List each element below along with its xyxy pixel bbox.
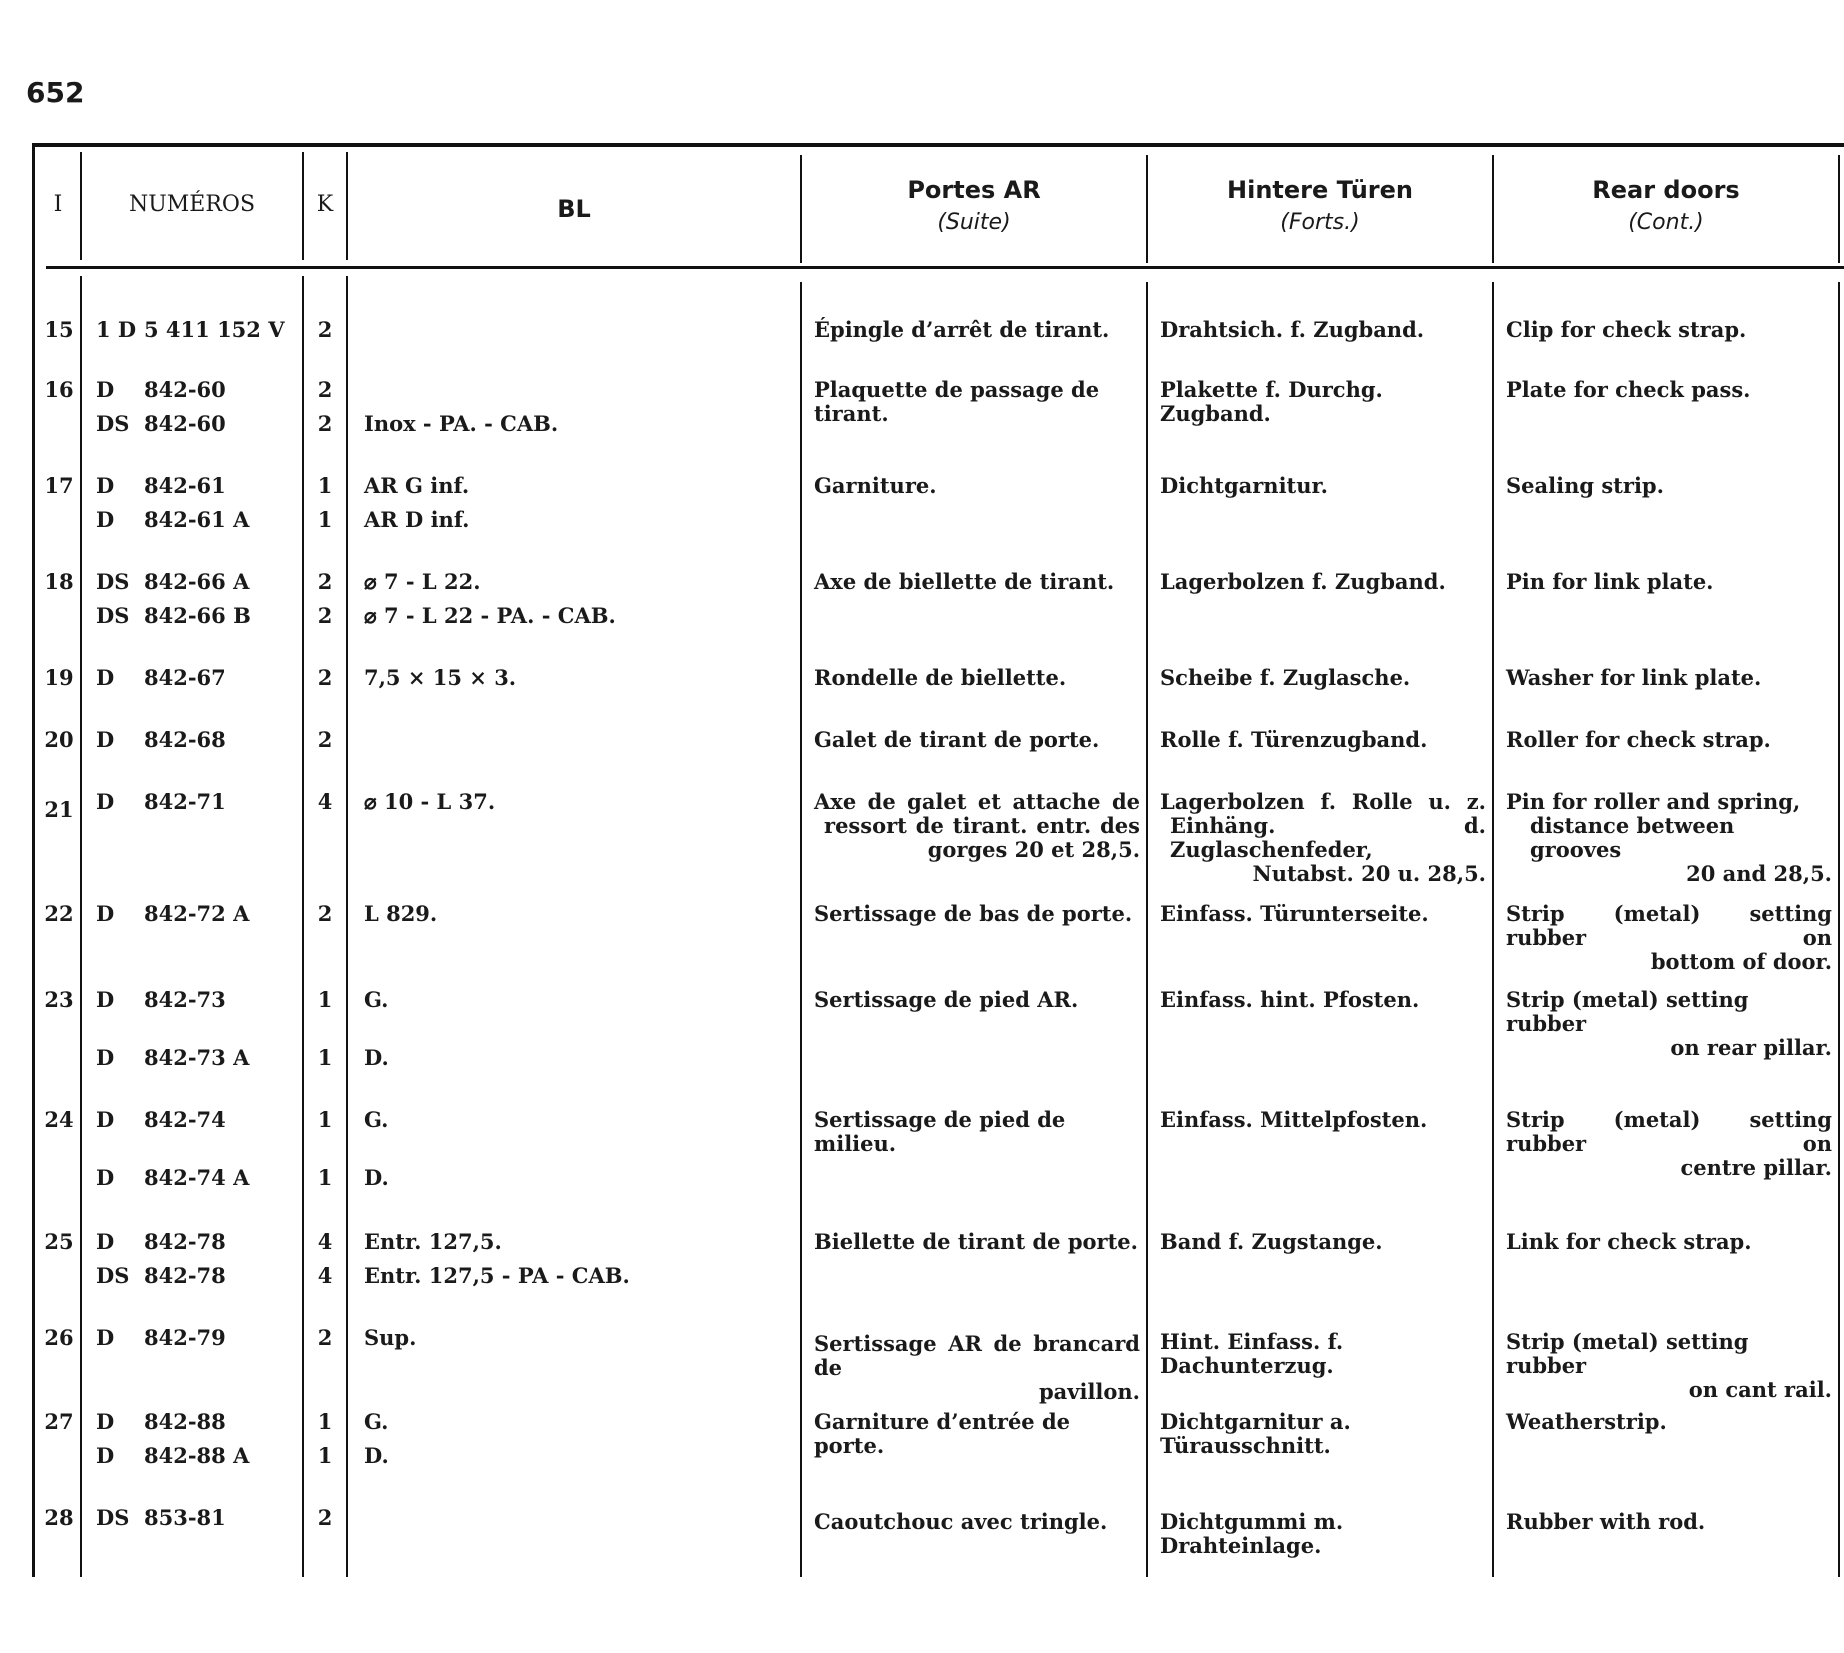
header-en-sub: (Cont.) bbox=[1628, 210, 1704, 235]
bl-notes: Sup. bbox=[364, 1325, 417, 1350]
description-de: Dichtgummi m. Drahteinlage. bbox=[1160, 1509, 1344, 1558]
description-de: Einfass. hint. Pfosten. bbox=[1160, 987, 1420, 1012]
description-de: Drahtsich. f. Zugband. bbox=[1160, 317, 1425, 342]
part-number: 5 411 152 V bbox=[144, 317, 285, 342]
quantity: 2 bbox=[317, 1505, 333, 1530]
bl-notes: Inox - PA. - CAB. bbox=[364, 411, 559, 436]
description-en: Weatherstrip. bbox=[1506, 1409, 1667, 1434]
header-en-title: Rear doors bbox=[1592, 176, 1740, 204]
item-number: 17 bbox=[44, 473, 74, 498]
item-number: 23 bbox=[44, 987, 74, 1012]
body-col-line-6 bbox=[1492, 282, 1494, 1577]
quantity: 2 2 bbox=[317, 377, 333, 436]
description-fr: Sertissage AR de brancard de pavillon. bbox=[814, 1331, 1140, 1404]
quantity: 2 bbox=[317, 901, 333, 926]
description-de: Plakette f. Durchg. Zugband. bbox=[1160, 377, 1383, 426]
description-en: Pin for link plate. bbox=[1506, 569, 1714, 594]
description-de: Einfass. Mittelpfosten. bbox=[1160, 1107, 1428, 1132]
description-fr: Biellette de tirant de porte. bbox=[814, 1229, 1138, 1254]
quantity: 4 bbox=[317, 789, 333, 814]
header-de-sub: (Forts.) bbox=[1280, 210, 1360, 235]
part-prefix: 1 D bbox=[96, 317, 137, 342]
description-de: Dichtgarnitur. bbox=[1160, 473, 1328, 498]
description-en: Strip (metal) setting rubber on rear pillar. bbox=[1506, 987, 1832, 1060]
item-number: 20 bbox=[44, 727, 74, 752]
description-en: Roller for check strap. bbox=[1506, 727, 1771, 752]
col-line-7 bbox=[1838, 155, 1840, 263]
bl-notes: G. D. bbox=[364, 1409, 389, 1468]
bl-notes: ⌀ 7 - L 22. ⌀ 7 - L 22 - PA. - CAB. bbox=[364, 569, 616, 628]
part-numbers: D 842-71 bbox=[96, 789, 226, 814]
part-numbers: D 842-79 bbox=[96, 1325, 226, 1350]
header-fr-title: Portes AR bbox=[907, 176, 1041, 204]
description-en: Plate for check pass. bbox=[1506, 377, 1751, 402]
description-fr: Sertissage de pied de milieu. bbox=[814, 1107, 1066, 1156]
part-numbers: D 842-73 D 842-73 A bbox=[96, 987, 250, 1070]
part-numbers: D 842-72 A bbox=[96, 901, 250, 926]
body-col-line-1 bbox=[80, 276, 82, 1577]
quantity: 1 1 bbox=[317, 473, 333, 532]
description-fr: Axe de galet et attache de ressort de tirant. entr. des gorges 20 et 28,5. bbox=[814, 789, 1140, 862]
description-de: Scheibe f. Zuglasche. bbox=[1160, 665, 1411, 690]
description-en: Strip (metal) setting rubber on bottom of door. bbox=[1506, 901, 1832, 974]
description-fr: Axe de biellette de tirant. bbox=[814, 569, 1115, 594]
part-numbers: D 842-60 DS 842-60 bbox=[96, 377, 226, 436]
description-fr: Sertissage de pied AR. bbox=[814, 987, 1079, 1012]
left-border-line bbox=[32, 147, 35, 1577]
part-numbers: DS 853-81 bbox=[96, 1505, 226, 1530]
page-number: 652 bbox=[26, 76, 85, 109]
header-bl: BL bbox=[557, 195, 591, 223]
description-fr: Garniture. bbox=[814, 473, 937, 498]
body-col-line-7 bbox=[1838, 282, 1840, 1577]
item-number: 24 bbox=[44, 1107, 74, 1132]
quantity: 2 bbox=[317, 727, 333, 752]
header-bottom-rule bbox=[46, 266, 1844, 269]
description-en: Link for check strap. bbox=[1506, 1229, 1752, 1254]
item-number: 27 bbox=[44, 1409, 74, 1434]
header-de-title: Hintere Türen bbox=[1227, 176, 1413, 204]
bl-notes: ⌀ 10 - L 37. bbox=[364, 789, 496, 814]
header-item: I bbox=[53, 192, 63, 217]
item-number: 26 bbox=[44, 1325, 74, 1350]
quantity: 4 4 bbox=[317, 1229, 333, 1288]
bl-notes: Entr. 127,5. Entr. 127,5 - PA - CAB. bbox=[364, 1229, 630, 1288]
description-de: Band f. Zugstange. bbox=[1160, 1229, 1383, 1254]
quantity: 2 bbox=[317, 1325, 333, 1350]
body-col-line-5 bbox=[1146, 282, 1148, 1577]
description-fr: Garniture d’entrée de porte. bbox=[814, 1409, 1071, 1458]
part-numbers bbox=[96, 318, 285, 352]
description-fr: Plaquette de passage de tirant. bbox=[814, 377, 1100, 426]
description-en: Strip (metal) setting rubber on centre pillar. bbox=[1506, 1107, 1832, 1180]
item-number: 28 bbox=[44, 1505, 74, 1530]
bl-notes: L 829. bbox=[364, 901, 438, 926]
item-number: 25 bbox=[44, 1229, 74, 1254]
description-de: Dichtgarnitur a. Türausschnitt. bbox=[1160, 1409, 1351, 1458]
description-de: Hint. Einfass. f. Dachunterzug. bbox=[1160, 1329, 1344, 1378]
description-en: Strip (metal) setting rubber on cant rail. bbox=[1506, 1329, 1832, 1402]
body-col-line-3 bbox=[346, 276, 348, 1577]
part-numbers: DS 842-66 A DS 842-66 B bbox=[96, 569, 251, 628]
quantity: 1 1 bbox=[317, 987, 333, 1070]
part-numbers: D 842-78 DS 842-78 bbox=[96, 1229, 226, 1288]
description-fr: Rondelle de biellette. bbox=[814, 665, 1067, 690]
item-number: 15 bbox=[44, 317, 74, 342]
bl-notes: G. D. bbox=[364, 1107, 389, 1190]
description-fr: Sertissage de bas de porte. bbox=[814, 901, 1133, 926]
header-en bbox=[1494, 176, 1838, 235]
item-number: 21 bbox=[44, 797, 74, 822]
body-col-line-4 bbox=[800, 282, 802, 1577]
description-en: Rubber with rod. bbox=[1506, 1509, 1706, 1534]
quantity: 2 bbox=[317, 665, 333, 690]
quantity: 2 2 bbox=[317, 569, 333, 628]
description-de: Einfass. Türunterseite. bbox=[1160, 901, 1429, 926]
description-en: Washer for link plate. bbox=[1506, 665, 1762, 690]
header-de bbox=[1148, 176, 1492, 235]
description-fr: Caoutchouc avec tringle. bbox=[814, 1509, 1108, 1534]
quantity: 1 1 bbox=[317, 1409, 333, 1468]
body-col-line-2 bbox=[302, 276, 304, 1577]
bl-notes: 7,5 × 15 × 3. bbox=[364, 665, 517, 690]
header-k: K bbox=[316, 192, 334, 217]
description-de: Lagerbolzen f. Rolle u. z. Einhäng. d. Zuglaschenfeder, Nutabst. 20 u. 28,5. bbox=[1160, 789, 1486, 886]
description-en: Sealing strip. bbox=[1506, 473, 1664, 498]
bl-notes: AR G inf. AR D inf. bbox=[364, 473, 470, 532]
description-de: Rolle f. Türenzugband. bbox=[1160, 727, 1428, 752]
description-de: Lagerbolzen f. Zugband. bbox=[1160, 569, 1446, 594]
part-numbers: D 842-61 D 842-61 A bbox=[96, 473, 250, 532]
item-number: 22 bbox=[44, 901, 74, 926]
part-numbers: D 842-67 bbox=[96, 665, 226, 690]
item-number: 19 bbox=[44, 665, 74, 690]
description-en: Clip for check strap. bbox=[1506, 317, 1747, 342]
quantity: 1 1 bbox=[317, 1107, 333, 1190]
description-en: Pin for roller and spring, distance between grooves 20 and 28,5. bbox=[1506, 789, 1832, 886]
bl-notes: G. D. bbox=[364, 987, 389, 1070]
description-fr: Épingle d’arrêt de tirant. bbox=[814, 317, 1110, 342]
part-numbers: D 842-88 D 842-88 A bbox=[96, 1409, 250, 1468]
item-number: 16 bbox=[44, 377, 74, 402]
part-numbers: D 842-68 bbox=[96, 727, 226, 752]
description-fr: Galet de tirant de porte. bbox=[814, 727, 1100, 752]
quantity: 2 bbox=[317, 317, 333, 342]
header-fr bbox=[802, 176, 1146, 235]
header-numeros: NUMÉROS bbox=[128, 192, 256, 217]
header-fr-sub: (Suite) bbox=[937, 210, 1011, 235]
part-numbers: D 842-74 D 842-74 A bbox=[96, 1107, 250, 1190]
item-number: 18 bbox=[44, 569, 74, 594]
table-top-rule bbox=[32, 143, 1844, 147]
